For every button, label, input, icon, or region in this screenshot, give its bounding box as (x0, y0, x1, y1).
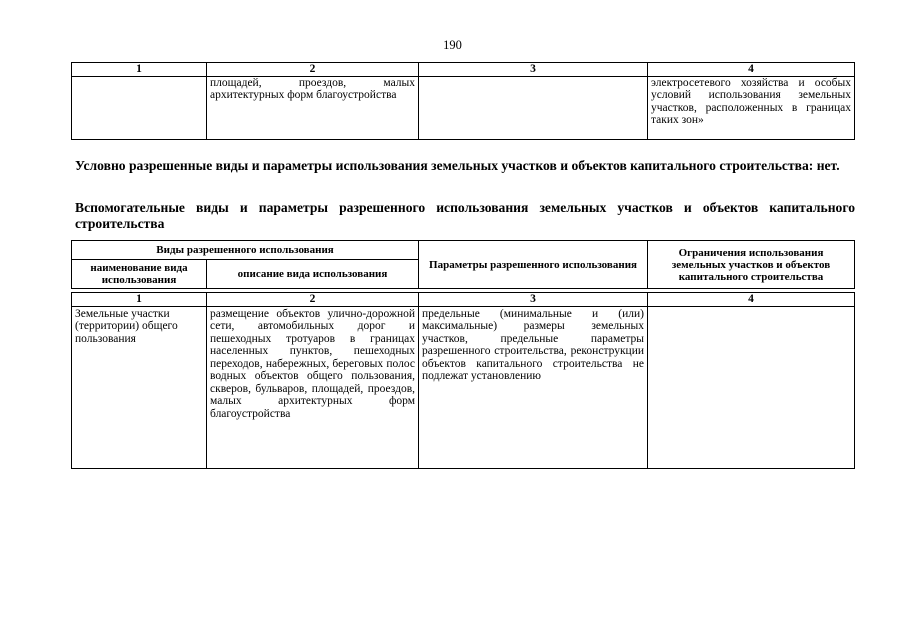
table-row (72, 306, 855, 468)
header-row-top (72, 241, 855, 260)
cell-use-name: Земельные участки (территории) общего пользования (72, 306, 207, 468)
heading-conditional-use: Условно разрешенные виды и параметры использования земельных участков и объектов капитального строительства: нет. (75, 158, 840, 173)
cell-col3 (419, 76, 648, 139)
cell-col4: электросетевого хозяйства и особых условий использования земельных участков, расположенных в границах таких зон» (648, 76, 855, 139)
column-number: 2 (207, 63, 419, 77)
page-number: 190 (443, 38, 462, 52)
table-continuation (71, 62, 855, 140)
header-parameters: Параметры разрешенного использования (419, 241, 648, 289)
column-number: 4 (648, 63, 855, 77)
header-use-description: описание вида использования (207, 260, 419, 289)
header-restrictions: Ограничения использования земельных участков и объектов капитального строительства (648, 241, 855, 289)
column-number: 3 (419, 293, 648, 307)
column-number: 1 (72, 63, 207, 77)
cell-use-description: размещение объектов улично-дорожной сети, автомобильных дорог и пешеходных тротуаров в границах населенных пунктов, пешеходных переходов, набережных, береговых полос водных объектов общего пользования, скверов, бульваров, площадей, проездов, малых архитектурных форм благоустройства (207, 306, 419, 468)
column-number: 2 (207, 293, 419, 307)
column-number-row (72, 63, 855, 77)
cell-col2: площадей, проездов, малых архитектурных форм благоустройства (207, 76, 419, 139)
cell-col1 (72, 76, 207, 139)
header-use-name: наименование вида использования (72, 260, 207, 289)
cell-parameters: предельные (минимальные и (или) максимальные) размеры земельных участков, предельные параметры разрешенного строительства, реконструкции объектов капитального строительства не подлежат установлению (419, 306, 648, 468)
column-number: 1 (72, 293, 207, 307)
table-auxiliary-uses (71, 240, 855, 469)
heading-auxiliary-use: Вспомогательные виды и параметры разрешенного использования земельных участков и объектов капитального строительства (75, 200, 855, 231)
column-number: 3 (419, 63, 648, 77)
header-use-types: Виды разрешенного использования (72, 241, 419, 260)
column-number-row (72, 293, 855, 307)
cell-restrictions (648, 306, 855, 468)
table-row (72, 76, 855, 139)
column-number: 4 (648, 293, 855, 307)
